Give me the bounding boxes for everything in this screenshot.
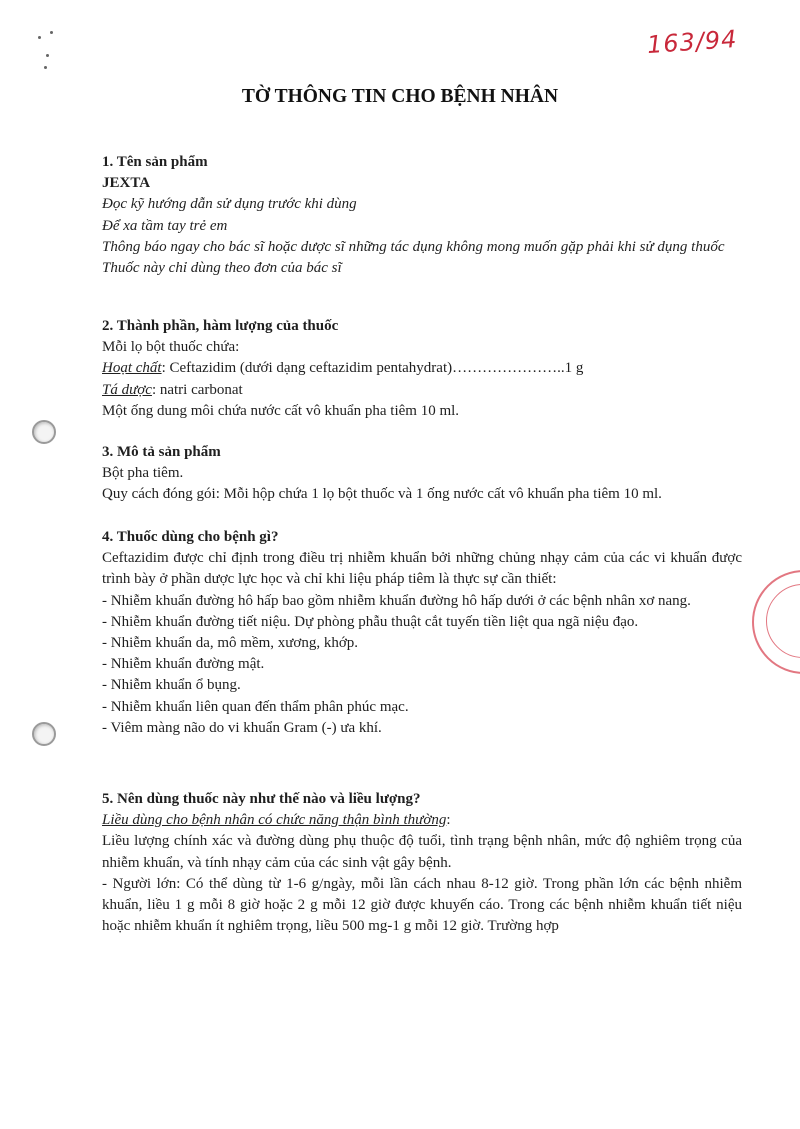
- active-ingredient-text: : Ceftazidim (dưới dạng ceftazidim pentahydrat)…………………..1 g: [161, 360, 584, 377]
- dosage-subheading-suffix: :: [446, 812, 451, 829]
- description-line: Quy cách đóng gói: Mỗi hộp chứa 1 lọ bột thuốc và 1 ống nước cất vô khuẩn pha tiêm 10 ml.: [102, 486, 662, 503]
- dosage-subheading-text: Liều dùng cho bệnh nhân có chức năng thận bình thường: [102, 812, 447, 829]
- scan-speck: [46, 54, 49, 57]
- warning-line: Để xa tầm tay trẻ em: [102, 217, 228, 234]
- dosage-paragraph: - Người lớn: Có thể dùng từ 1-6 g/ngày, mỗi lần cách nhau 8-12 giờ. Trong phần lớn các bệnh nhiễm khuẩn, liều 1 g mỗi 8 giờ hoặc 2 g mỗi 12 giờ được khuyến cáo. Trong các bệnh nhiễm khuẩn tiết niệu hoặc nhiễm khuẩn ít nghiêm trọng, liều 500 mg-1 g mỗi 12 giờ. Trường hợp: [102, 875, 742, 935]
- section-heading: 5. Nên dùng thuốc này như thế nào và liều lượng?: [102, 791, 421, 807]
- section-indications: [102, 527, 742, 739]
- section-product-name: [102, 152, 742, 279]
- section-composition: [102, 316, 742, 422]
- indication-item: - Viêm màng não do vi khuẩn Gram (-) ưa khí.: [102, 719, 382, 736]
- section-description: [102, 442, 742, 506]
- punch-hole-top: [32, 420, 56, 444]
- warning-line: Thông báo ngay cho bác sĩ hoặc dược sĩ những tác dụng không mong muốn gặp phải khi sử dụng thuốc: [102, 238, 725, 255]
- warning-line: Đọc kỹ hướng dẫn sử dụng trước khi dùng: [102, 196, 357, 213]
- warning-line: Thuốc này chỉ dùng theo đơn của bác sĩ: [102, 260, 342, 277]
- handwritten-page-number: 163/94: [646, 24, 739, 60]
- excipient-label: Tá dược: [102, 381, 152, 398]
- scan-speck: [50, 31, 53, 34]
- red-seal-stamp: [752, 570, 800, 674]
- section-dosage: [102, 789, 742, 937]
- indication-item: - Nhiễm khuẩn da, mô mềm, xương, khớp.: [102, 635, 359, 652]
- indication-item: - Nhiễm khuẩn ổ bụng.: [102, 677, 241, 694]
- scan-speck: [44, 66, 47, 69]
- active-ingredient-label: Hoạt chất: [102, 360, 162, 377]
- indication-item: - Nhiễm khuẩn đường hô hấp bao gồm nhiễm khuẩn đường hô hấp dưới ở các bệnh nhân xơ nang.: [102, 592, 691, 609]
- indication-item: - Nhiễm khuẩn liên quan đến thẩm phân phúc mạc.: [102, 698, 409, 715]
- solvent-line: Một ống dung môi chứa nước cất vô khuẩn pha tiêm 10 ml.: [102, 402, 460, 419]
- active-ingredient: [102, 358, 742, 379]
- indications-intro: Ceftazidim được chỉ định trong điều trị nhiễm khuẩn bởi những chủng nhạy cảm của các vi khuẩn được trình bày ở phần dược lực học và chỉ khi liệu pháp tiêm là thực sự cần thiết:: [102, 550, 742, 588]
- page-title: TỜ THÔNG TIN CHO BỆNH NHÂN: [241, 86, 559, 107]
- indication-item: - Nhiễm khuẩn đường tiết niệu. Dự phòng phẫu thuật cắt tuyến tiền liệt qua ngã niệu đạo.: [102, 613, 639, 630]
- indication-item: - Nhiễm khuẩn đường mật.: [102, 656, 265, 673]
- excipient-text: : natri carbonat: [151, 381, 243, 398]
- scan-speck: [38, 36, 41, 39]
- punch-hole-bottom: [32, 722, 56, 746]
- dosage-subheading: [102, 810, 742, 831]
- section-heading: 3. Mô tả sản phẩm: [102, 444, 221, 460]
- description-line: Bột pha tiêm.: [102, 465, 184, 482]
- section-heading: 2. Thành phần, hàm lượng của thuốc: [102, 318, 339, 334]
- composition-intro: Mỗi lọ bột thuốc chứa:: [102, 339, 240, 356]
- section-heading: 1. Tên sản phẩm: [102, 154, 208, 170]
- dosage-paragraph: Liều lượng chính xác và đường dùng phụ thuộc độ tuổi, tình trạng bệnh nhân, mức độ nghiêm trọng của nhiễm khuẩn, và tính nhạy cảm của các sinh vật gây bệnh.: [102, 833, 742, 871]
- section-heading: 4. Thuốc dùng cho bệnh gì?: [102, 529, 279, 545]
- product-name: JEXTA: [102, 175, 151, 192]
- excipient: [102, 380, 742, 401]
